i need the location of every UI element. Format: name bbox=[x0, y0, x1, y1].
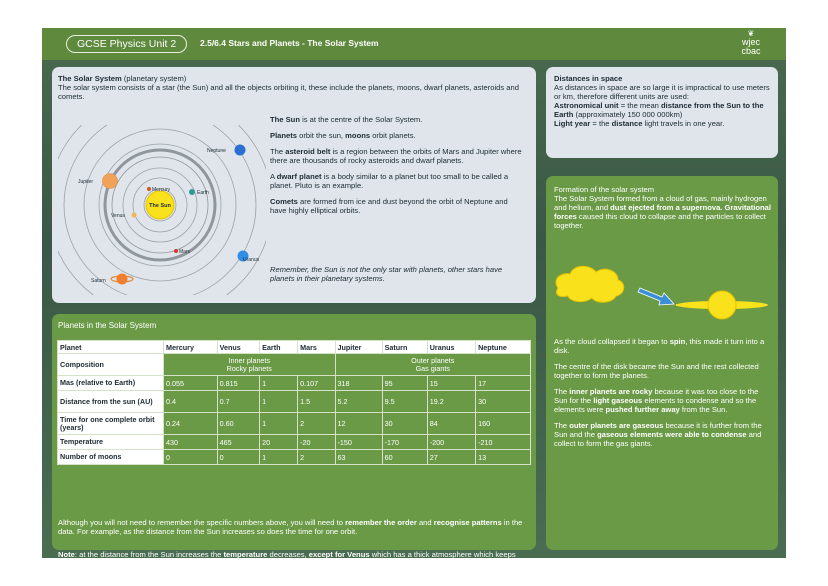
ly-text-b: light travels in one year. bbox=[644, 119, 725, 128]
formation-diagram bbox=[550, 252, 774, 322]
note-bold-b: except for Venus bbox=[308, 550, 370, 559]
table-cell: 465 bbox=[217, 435, 260, 450]
jupiter-label: Jupiter bbox=[78, 179, 94, 185]
sun-label: The Sun bbox=[149, 203, 171, 209]
table-cell: 2 bbox=[298, 413, 335, 435]
planets-table bbox=[57, 340, 531, 465]
table-cell: 60 bbox=[382, 450, 427, 465]
au-text-a: = the mean bbox=[620, 101, 659, 110]
fact-asteroid-a: The bbox=[270, 147, 284, 156]
table-cell: -170 bbox=[382, 435, 427, 450]
fact-planets bbox=[270, 131, 526, 140]
table-cell: 0.24 bbox=[164, 413, 218, 435]
row-label: Composition bbox=[58, 354, 164, 376]
inner-bold-a: inner planets are rocky bbox=[569, 387, 653, 396]
table-cell: 12 bbox=[335, 413, 382, 435]
inner-planets-group bbox=[164, 354, 336, 376]
neptune-mark bbox=[235, 145, 246, 156]
table-row bbox=[58, 450, 531, 465]
outer-group-a: Outer planets bbox=[411, 355, 455, 365]
formation-card bbox=[546, 176, 778, 550]
au-text-b: (approximately 150 000 000km) bbox=[575, 110, 683, 119]
table-row bbox=[58, 413, 531, 435]
formation-outer bbox=[554, 421, 772, 448]
protostar-mark bbox=[708, 291, 736, 319]
spin-text-a: As the cloud collapsed it began to bbox=[554, 337, 668, 346]
fact-dwarf-planet bbox=[270, 172, 526, 190]
col-header: Mercury bbox=[164, 341, 218, 354]
table-cell: 0 bbox=[164, 450, 218, 465]
table-cell: 0.7 bbox=[217, 391, 260, 413]
formation-spin bbox=[554, 337, 772, 355]
table-cell: 13 bbox=[476, 450, 531, 465]
light-year-term: Light year bbox=[554, 119, 591, 128]
arrow-icon bbox=[638, 288, 674, 305]
inner-c: because it was too close to the Sun for the bbox=[554, 387, 759, 405]
footer-c: and bbox=[418, 518, 432, 527]
solar-system-intro bbox=[58, 74, 530, 101]
row-label: Number of moons bbox=[58, 450, 164, 465]
table-footer-note bbox=[58, 518, 530, 536]
uranus-label: Uranus bbox=[243, 257, 260, 263]
inner-group-b: Rocky planets bbox=[226, 363, 272, 373]
mercury-mark bbox=[147, 187, 151, 191]
table-cell: -150 bbox=[335, 435, 382, 450]
distances-heading: Distances in space bbox=[554, 74, 623, 83]
course-pill: GCSE Physics Unit 2 bbox=[66, 35, 187, 53]
table-cell: 160 bbox=[476, 413, 531, 435]
col-header: Mars bbox=[298, 341, 335, 354]
venus-mark bbox=[132, 213, 137, 218]
table-row bbox=[58, 391, 531, 413]
col-header: Earth bbox=[260, 341, 298, 354]
table-cell: -210 bbox=[476, 435, 531, 450]
spin-text-b: , this made it turn into a disk. bbox=[554, 337, 765, 355]
footer-e: in the data. For example, as the distance from the Sun increases so does the time for one orbit. bbox=[58, 518, 523, 536]
formation-bold-b: Gravitational forces bbox=[554, 203, 771, 221]
table-cell: 27 bbox=[427, 450, 475, 465]
inner-bold-c: pushed further away bbox=[605, 405, 680, 414]
outer-group-b: Gas giants bbox=[415, 363, 450, 373]
outer-a: The bbox=[554, 421, 568, 430]
note-label: Note bbox=[58, 550, 75, 559]
note-f: which has a thick atmosphere which keeps more heat in. bbox=[58, 550, 516, 568]
table-cell: 1 bbox=[260, 376, 298, 391]
table-cell: 1.5 bbox=[298, 391, 335, 413]
col-header: Uranus bbox=[427, 341, 475, 354]
table-cell: 17 bbox=[476, 376, 531, 391]
row-label: Temperature bbox=[58, 435, 164, 450]
footer-bold-a: remember the order bbox=[345, 518, 417, 527]
planets-table-card bbox=[52, 314, 536, 568]
au-bold: distance from the Sun to the Earth bbox=[554, 101, 764, 119]
fact-comets-bold: Comets bbox=[270, 197, 298, 206]
earth-label: Earth bbox=[197, 190, 209, 196]
table-cell: 30 bbox=[382, 413, 427, 435]
solar-system-card bbox=[52, 67, 536, 303]
table-cell: 95 bbox=[382, 376, 427, 391]
saturn-mark bbox=[117, 274, 128, 285]
table-row bbox=[58, 376, 531, 391]
remember-note: Remember, the Sun is not the only star with planets, other stars have planets in their planetary systems. bbox=[270, 265, 503, 283]
footer-bold-b: recognise patterns bbox=[433, 518, 502, 527]
fact-asteroid-bold: asteroid belt bbox=[285, 147, 331, 156]
table-cell: 0.60 bbox=[217, 413, 260, 435]
table-cell: 0.4 bbox=[164, 391, 218, 413]
planets-table-heading: Planets in the Solar System bbox=[58, 321, 157, 330]
venus-label: Venus bbox=[111, 213, 125, 219]
inner-a: The bbox=[554, 387, 568, 396]
mars-mark bbox=[174, 249, 178, 253]
table-cell: 15 bbox=[427, 376, 475, 391]
distances-intro: As distances in space are so large it is impractical to use meters or km, therefore different units are used: bbox=[554, 83, 770, 101]
fact-planets-text: orbit the sun, bbox=[299, 131, 344, 140]
note-b: : at the distance from the Sun increases the bbox=[74, 550, 222, 559]
table-cell: 0 bbox=[217, 450, 260, 465]
table-cell: 0.055 bbox=[164, 376, 218, 391]
jupiter-mark bbox=[103, 174, 118, 189]
neptune-label: Neptune bbox=[207, 148, 226, 154]
table-cell: -200 bbox=[427, 435, 475, 450]
table-cell: 9.5 bbox=[382, 391, 427, 413]
formation-bold-a: dust ejected from a supernova. bbox=[610, 203, 723, 212]
table-cell: 1 bbox=[260, 413, 298, 435]
table-cell: 1 bbox=[260, 391, 298, 413]
fact-dwarf-text: is a body similar to a planet but too small to be called a planet. Pluto is an example. bbox=[270, 172, 509, 190]
table-cell: 318 bbox=[335, 376, 382, 391]
col-header: Jupiter bbox=[335, 341, 382, 354]
page-title: 2.5/6.4 Stars and Planets - The Solar System bbox=[200, 38, 379, 48]
au-term: Astronomical unit bbox=[554, 101, 619, 110]
wjec-logo bbox=[730, 30, 772, 58]
col-header: Venus bbox=[217, 341, 260, 354]
note-d: decreases, bbox=[269, 550, 307, 559]
note-bold-a: temperature bbox=[223, 550, 268, 559]
table-header-row bbox=[58, 341, 531, 354]
mercury-label: Mercury bbox=[152, 187, 171, 193]
table-cell: 0.107 bbox=[298, 376, 335, 391]
solar-system-facts bbox=[270, 115, 526, 222]
header-bar bbox=[42, 28, 786, 60]
formation-intro bbox=[554, 185, 772, 230]
spin-bold: spin bbox=[669, 337, 686, 346]
table-cell: 430 bbox=[164, 435, 218, 450]
mars-label: Mars bbox=[179, 249, 191, 255]
leaf-icon: ❦ bbox=[747, 29, 755, 38]
solar-system-intro-text: The solar system consists of a star (the Sun) and all the objects orbiting it, these include the planets, moons, dwarf planets, asteroids and comets. bbox=[58, 83, 519, 101]
saturn-label: Saturn bbox=[91, 278, 106, 284]
fact-planets-bold: Planets bbox=[270, 131, 298, 140]
inner-bold-b: light gaseous bbox=[593, 396, 643, 405]
table-corner: Planet bbox=[58, 341, 164, 354]
formation-heading: Formation of the solar system bbox=[554, 185, 655, 194]
outer-planets-group bbox=[335, 354, 531, 376]
distances-card bbox=[546, 67, 778, 158]
earth-mark bbox=[189, 189, 195, 195]
outer-e: and collect to form the gas giants. bbox=[554, 430, 762, 448]
logo-top: wjec bbox=[741, 37, 760, 47]
fact-comets bbox=[270, 197, 526, 215]
inner-g: from the Sun. bbox=[681, 405, 728, 414]
table-cell: 30 bbox=[476, 391, 531, 413]
row-label: Distance from the sun (AU) bbox=[58, 391, 164, 413]
table-cell: -20 bbox=[298, 435, 335, 450]
table-row bbox=[58, 435, 531, 450]
table-cell: 20 bbox=[260, 435, 298, 450]
fact-asteroid-belt bbox=[270, 147, 526, 165]
ly-bold: distance bbox=[611, 119, 643, 128]
inner-e: elements to condense and so the elements were bbox=[554, 396, 757, 414]
formation-text-b: caused this cloud to collapse and the particles to collect together. bbox=[554, 212, 766, 230]
revision-sheet bbox=[42, 28, 786, 568]
orbit-diagram bbox=[58, 125, 266, 295]
solar-system-heading-note: (planetary system) bbox=[123, 74, 187, 83]
distances-text bbox=[554, 74, 774, 128]
col-header: Saturn bbox=[382, 341, 427, 354]
formation-inner bbox=[554, 387, 772, 414]
outer-c: because it is further from the Sun and the bbox=[554, 421, 762, 439]
fact-asteroid-text: is a region between the orbits of Mars and Jupiter where there are thousands of rocky asteroids and dwarf planets. bbox=[270, 147, 522, 165]
fact-moons-text: orbit planets. bbox=[372, 131, 416, 140]
table-cell: 5.2 bbox=[335, 391, 382, 413]
temperature-note bbox=[58, 550, 530, 568]
ly-text-a: = the bbox=[592, 119, 610, 128]
table-cell: 1 bbox=[260, 450, 298, 465]
fact-dwarf-a: A bbox=[270, 172, 275, 181]
table-cell: 19.2 bbox=[427, 391, 475, 413]
row-label: Time for one complete orbit (years) bbox=[58, 413, 164, 435]
gas-cloud bbox=[556, 266, 624, 302]
outer-bold-b: gaseous elements were able to condense bbox=[597, 430, 747, 439]
formation-centre: The centre of the disk became the Sun and the rest collected together to form the planets. bbox=[554, 362, 759, 380]
table-row-composition bbox=[58, 354, 531, 376]
table-cell: 0.815 bbox=[217, 376, 260, 391]
table-cell: 2 bbox=[298, 450, 335, 465]
col-header: Neptune bbox=[476, 341, 531, 354]
formation-steps bbox=[554, 337, 772, 455]
solar-system-heading: The Solar System bbox=[58, 74, 122, 83]
fact-dwarf-bold: dwarf planet bbox=[276, 172, 322, 181]
fact-sun bbox=[270, 115, 526, 124]
fact-sun-bold: The Sun bbox=[270, 115, 300, 124]
fact-moons-bold: moons bbox=[345, 131, 371, 140]
formation-text-a: The Solar System formed from a cloud of gas, mainly hydrogen and helium, and bbox=[554, 194, 767, 212]
logo-bottom: cbac bbox=[741, 46, 761, 56]
fact-sun-rest: is at the centre of the Solar System. bbox=[302, 115, 423, 124]
inner-group-a: Inner planets bbox=[228, 355, 271, 365]
fact-comets-text: are formed from ice and dust beyond the orbit of Neptune and have highly elliptical orbits. bbox=[270, 197, 508, 215]
footer-a: Although you will not need to remember the specific numbers above, you will need to bbox=[58, 518, 343, 527]
table-cell: 63 bbox=[335, 450, 382, 465]
table-cell: 84 bbox=[427, 413, 475, 435]
outer-bold-a: outer planets are gaseous bbox=[569, 421, 664, 430]
row-label: Mas (relative to Earth) bbox=[58, 376, 164, 391]
